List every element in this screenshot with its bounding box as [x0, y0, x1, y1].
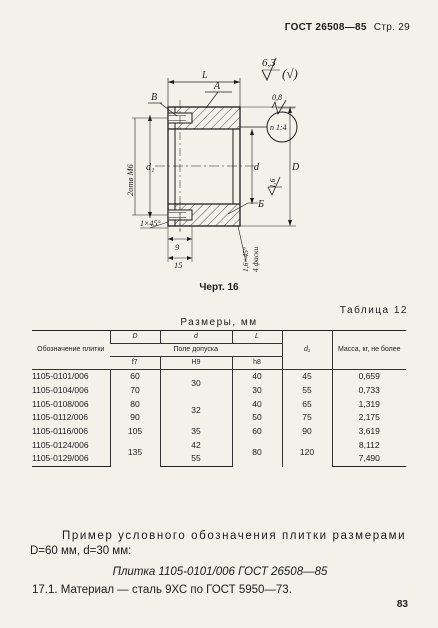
example-params: D=60 мм, d=30 мм: — [30, 545, 132, 557]
table-row: 1105-0112/006 90 50 75 2,175 — [32, 411, 406, 425]
label-d1: d₁ — [146, 162, 155, 173]
dim-15: 15 — [174, 260, 183, 270]
page-number: 83 — [396, 599, 408, 610]
table-row: 1105-0108/006 80 32 40 65 1,319 — [32, 398, 406, 412]
header-mass: Масса, кг, не более — [332, 331, 406, 370]
header-d1: d₁ — [282, 331, 332, 370]
figure-caption: Черт. 16 — [199, 282, 239, 293]
label-A: A — [214, 81, 221, 92]
page-ref: Стр. 29 — [373, 22, 410, 33]
header-H9: H9 — [160, 357, 232, 370]
table-subtitle: Размеры, мм — [180, 317, 258, 328]
dimensions-table — [32, 330, 406, 467]
example-intro: Пример условного обозначения плитки размерами — [62, 530, 407, 542]
label-d: d — [254, 162, 259, 173]
chamfer-right: 1,6×45° — [241, 247, 250, 272]
header-designation: Обозначение плитки — [32, 331, 110, 370]
header-d: d — [160, 331, 232, 344]
header-tolerance: Поле допуска — [110, 344, 282, 357]
table-row: 1105-0116/006 105 35 60 90 3,619 — [32, 425, 406, 439]
page-header — [285, 22, 410, 33]
roughness-08: 0,8 — [272, 93, 282, 102]
header-h8: h8 — [232, 357, 282, 370]
table-title: Таблица 12 — [339, 305, 408, 316]
material-clause: 17.1. Материал — сталь 9ХС по ГОСТ 5950—73. — [32, 584, 292, 596]
header-L: L — [232, 331, 282, 344]
example-designation: Плитка 1105-0101/006 ГОСТ 26508—85 — [112, 566, 328, 578]
chamfer-left: 1×45° — [140, 219, 161, 228]
label-L: L — [202, 70, 208, 81]
technical-drawing — [0, 40, 438, 280]
standard-number: ГОСТ 26508—85 — [284, 22, 367, 33]
roughness-note: (√) — [282, 66, 298, 81]
table-row: 1105-0104/006 70 30 55 0,733 — [32, 384, 406, 398]
chamfer-right-note: 4 фаски — [251, 246, 260, 272]
roughness-value: 6,3 — [262, 57, 276, 69]
label-B: B — [151, 92, 158, 103]
circle-label: n 1:4 — [270, 123, 287, 132]
label-V: Б — [258, 199, 264, 210]
table-row: 1105-0129/006 55 7,490 — [32, 452, 406, 466]
header-D: D — [110, 331, 160, 344]
table-row: 1105-0124/006 135 42 80 120 8,112 — [32, 439, 406, 453]
table-row: 1105-0101/006 60 30 40 45 0,659 — [32, 370, 406, 384]
thread-label: 2отв М6 — [125, 164, 135, 196]
dim-9: 9 — [175, 242, 180, 252]
roughness-16: 1,6 — [268, 178, 277, 188]
header-f7: f7 — [110, 357, 160, 370]
label-D: D — [292, 162, 300, 173]
